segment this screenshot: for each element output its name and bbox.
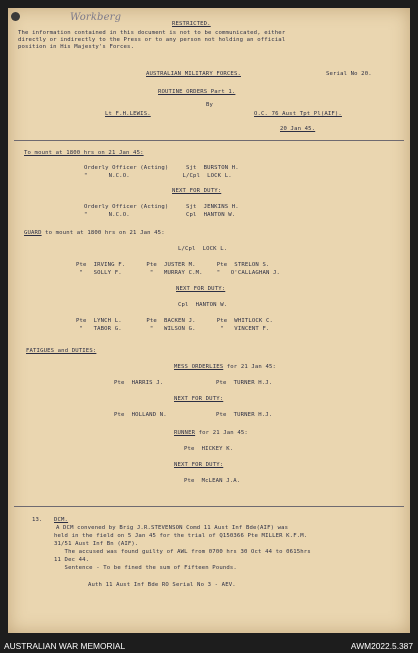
orders-title: ROUTINE ORDERS Part 1. — [158, 89, 236, 95]
mess-orderlies-row: Pte HARRIS J. Pte TURNER H.J. — [114, 380, 273, 386]
runner-heading: RUNNER for 21 Jan 45: — [174, 430, 248, 436]
unit-command: O.C. 76 Aust Tpt Pl(AIF). — [254, 111, 342, 117]
dcm-line-6: Sentence - To be fined the sum of Fifteen Pounds. — [54, 565, 237, 571]
dcm-line-1: A DCM convened by Brig J.R.STEVENSON Comd 11 Aust Inf Bde(AIF) was — [56, 525, 289, 531]
serial-number: Serial No 20. — [326, 71, 372, 77]
next-for-duty-label: NEXT FOR DUTY: — [174, 462, 224, 468]
order-date: 20 Jan 45. — [280, 126, 316, 132]
dcm-line-2: held in the field on 5 Jan 45 for the trial of Q150366 Pte MILLER K.F.M. — [54, 533, 308, 539]
dcm-heading: DCM. — [54, 517, 69, 523]
restricted-heading: RESTRICTED. — [172, 21, 211, 27]
next-nco-row: " N.C.O. Cpl HANTON W. — [84, 212, 236, 218]
divider — [14, 506, 404, 507]
dcm-line-4: The accused was found guilty of AWL from 0700 hrs 30 Oct 44 to 0615hrs — [54, 549, 311, 555]
next-for-duty-label: NEXT FOR DUTY: — [174, 396, 224, 402]
nco-row: " N.C.O. L/Cpl LOCK L. — [84, 173, 232, 179]
notice-line-1: The information contained in this document is not to be communicated, either — [18, 30, 286, 36]
guard-commander: L/Cpl LOCK L. — [178, 246, 228, 252]
dcm-reference: Auth 11 Aust Inf Bde RO Serial No 3 - AEV. — [88, 582, 236, 588]
mount-heading: To mount at 1800 hrs on 21 Jan 45: — [24, 150, 144, 156]
section-number: 13. — [32, 517, 43, 523]
next-for-duty-label: NEXT FOR DUTY: — [176, 286, 226, 292]
next-runner-row: Pte McLEAN J.A. — [184, 478, 241, 484]
dcm-line-5: 11 Dec 44. — [54, 557, 90, 563]
issuing-officer: Lt F.H.LEWIS. — [105, 111, 151, 117]
footer-source: AUSTRALIAN WAR MEMORIAL — [4, 641, 126, 651]
next-guard-commander: Cpl HANTON W. — [178, 302, 228, 308]
next-guard-row-1: Pte LYNCH L. Pte BACKEN J. Pte WHITLOCK C. — [76, 318, 273, 324]
runner-row: Pte HICKEY K. — [184, 446, 234, 452]
document-page — [8, 8, 410, 633]
by-label: By — [206, 102, 214, 108]
orderly-officer-row: Orderly Officer (Acting) Sjt BURSTON H. — [84, 165, 239, 171]
notice-line-3: position in His Majesty's Forces. — [18, 44, 135, 50]
punch-hole — [11, 12, 20, 21]
force-name: AUSTRALIAN MILITARY FORCES. — [146, 71, 241, 77]
divider — [14, 140, 404, 141]
footer-accession-id: AWM2022.5.387 — [350, 641, 413, 651]
handwritten-note: Workberg — [70, 12, 122, 23]
guard-heading: GUARD to mount at 1800 hrs on 21 Jan 45: — [24, 230, 165, 236]
guard-row-2: " SOLLY F. " MURRAY C.M. " O'CALLAGHAN J. — [76, 270, 281, 276]
next-guard-row-2: " TABOR G. " WILSON G. " VINCENT F. — [76, 326, 270, 332]
dcm-line-3: 31/51 Aust Inf Bn (AIF). — [54, 541, 139, 547]
next-mess-orderlies-row: Pte HOLLAND N. Pte TURNER H.J. — [114, 412, 273, 418]
guard-row-1: Pte IRVING F. Pte JUSTER M. Pte STRELON S. — [76, 262, 270, 268]
fatigues-heading: FATIGUES and DUTIES: — [26, 348, 97, 354]
next-for-duty-label: NEXT FOR DUTY: — [172, 188, 222, 194]
next-orderly-officer-row: Orderly Officer (Acting) Sjt JENKINS H. — [84, 204, 239, 210]
notice-line-2: directly or indirectly to the Press or to any person not holding an official — [18, 37, 286, 43]
mess-orderlies-heading: MESS ORDERLIES for 21 Jan 45: — [174, 364, 277, 370]
